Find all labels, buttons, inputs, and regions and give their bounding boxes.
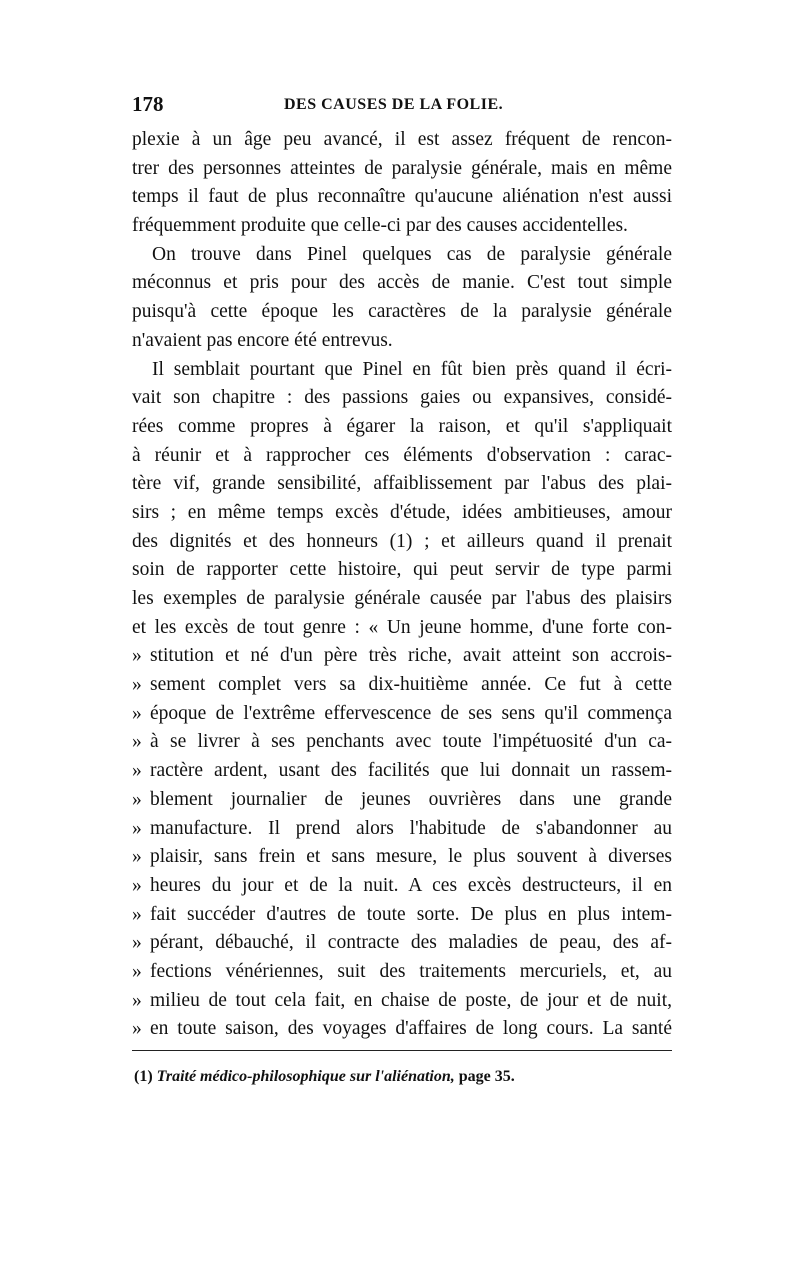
quote-text: manufacture. Il prend alors l'habitude de s'abandonner au [150, 817, 672, 839]
text-line: vait son chapitre : des passions gaies ou expansives, considé- [132, 387, 672, 409]
quote-mark: » [132, 874, 142, 896]
text-line: méconnus et pris pour des accès de manie. C'est tout simple [132, 272, 672, 294]
quote-text: époque de l'extrême effervescence de ses sens qu'il commença [150, 702, 672, 724]
text-line [132, 786, 672, 815]
footnote-reference: page 35. [458, 1068, 515, 1085]
quote-mark: » [132, 788, 142, 810]
quote-text: ractère ardent, usant des facilités que lui donnait un rassem- [150, 760, 672, 782]
quote-mark: » [132, 731, 142, 753]
quote-mark: » [132, 846, 142, 868]
text-line [132, 901, 672, 930]
text-line: rées comme propres à égarer la raison, et qu'il s'appliquait [132, 415, 672, 437]
text-line [132, 1015, 672, 1044]
quote-text: heures du jour et de la nuit. A ces excès destructeurs, il en [150, 874, 672, 896]
footnote [134, 1068, 674, 1086]
body-text [132, 126, 672, 1044]
text-line [132, 929, 672, 958]
quote-text: à se livrer à ses penchants avec toute l'impétuosité d'un ca- [150, 731, 672, 753]
quote-text: blement journalier de jeunes ouvrières dans une grande [150, 788, 672, 810]
quote-mark: » [132, 960, 142, 982]
page-number: 178 [132, 92, 164, 116]
text-line: soin de rapporter cette histoire, qui peut servir de type parmi [132, 559, 672, 581]
quote-mark: » [132, 817, 142, 839]
quote-text: pérant, débauché, il contracte des maladies de peau, des af- [150, 932, 672, 954]
text-line: sirs ; en même temps excès d'étude, idées ambitieuses, amour [132, 501, 672, 523]
text-line [132, 872, 672, 901]
text-line [132, 987, 672, 1016]
quote-text: fait succéder d'autres de toute sorte. De plus en plus intem- [150, 903, 672, 925]
text-line: puisqu'à cette époque les caractères de la paralysie générale [132, 301, 672, 323]
text-line [132, 757, 672, 786]
text-line [132, 700, 672, 729]
text-line [132, 815, 672, 844]
text-line: trer des personnes atteintes de paralysie générale, mais en même [132, 157, 672, 179]
text-line: à réunir et à rapprocher ces éléments d'observation : carac- [132, 444, 672, 466]
footnote-marker: (1) [134, 1068, 153, 1085]
footnote-title: Traité médico-philosophique sur l'aliénation, [156, 1068, 455, 1085]
quote-mark: » [132, 1018, 142, 1040]
quote-text: milieu de tout cela fait, en chaise de poste, de jour et de nuit, [150, 989, 672, 1011]
quote-mark: » [132, 989, 142, 1011]
text-line: tère vif, grande sensibilité, affaiblissement par l'abus des plai- [132, 473, 672, 495]
text-line: des dignités et des honneurs (1) ; et ailleurs quand il prenait [132, 530, 672, 552]
text-line: plexie à un âge peu avancé, il est assez fréquent de rencon- [132, 129, 672, 150]
quote-text: fections vénériennes, suit des traitements mercuriels, et, au [150, 960, 672, 982]
footnote-rule [132, 1050, 672, 1051]
running-title: DES CAUSES DE LA FOLIE. [284, 96, 504, 113]
text-line [132, 671, 672, 700]
quote-mark: » [132, 760, 142, 782]
quote-text: stitution et né d'un père très riche, avait atteint son accrois- [150, 645, 672, 667]
quote-mark: » [132, 903, 142, 925]
text-line [132, 843, 672, 872]
text-line [132, 642, 672, 671]
text-line [132, 728, 672, 757]
text-line: fréquemment produite que celle-ci par des causes accidentelles. [132, 215, 628, 237]
quote-text: en toute saison, des voyages d'affaires de long cours. La santé [150, 1018, 672, 1040]
quote-mark: » [132, 645, 142, 667]
text-line: les exemples de paralysie générale causée par l'abus des plaisirs [132, 588, 672, 609]
quote-text: sement complet vers sa dix-huitième année. Ce fut à cette [150, 674, 672, 696]
quote-mark: » [132, 674, 142, 696]
text-line: temps il faut de plus reconnaître qu'aucune aliénation n'est aussi [132, 186, 672, 208]
quote-mark: » [132, 932, 142, 954]
quote-text: plaisir, sans frein et sans mesure, le plus souvent à diverses [150, 846, 672, 868]
running-head [132, 92, 672, 118]
text-line: Il semblait pourtant que Pinel en fût bien près quand il écri- [152, 358, 672, 380]
text-line: n'avaient pas encore été entrevus. [132, 329, 393, 351]
quote-mark: » [132, 702, 142, 724]
text-line: et les excès de tout genre : « Un jeune homme, d'une forte con- [132, 616, 672, 638]
text-line [132, 958, 672, 987]
text-line: On trouve dans Pinel quelques cas de paralysie générale [152, 243, 672, 265]
